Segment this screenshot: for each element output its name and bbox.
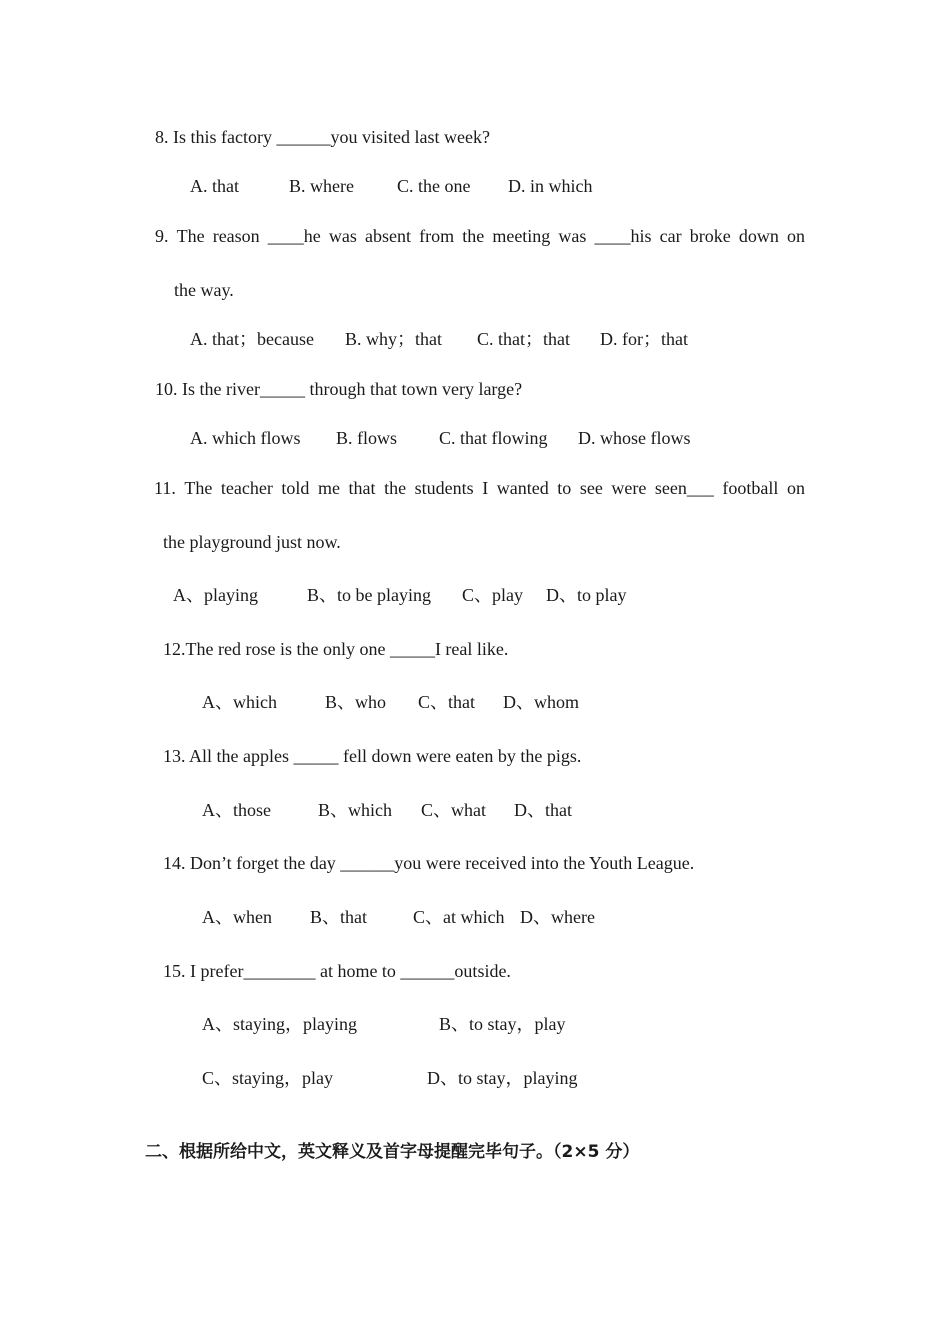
question-15-option-d: D、to stay，playing: [427, 1068, 578, 1088]
question-11-stem: 11. The teacher told me that the students I wanted to see were seen___ football on: [154, 478, 805, 498]
question-13-option-c: C、what: [421, 800, 486, 820]
question-9-option-d: D. for；that: [600, 329, 688, 349]
question-13-stem: 13. All the apples _____ fell down were eaten by the pigs.: [163, 746, 582, 766]
question-9-option-a: A. that；because: [190, 329, 314, 349]
question-10-option-c: C. that flowing: [439, 428, 548, 448]
question-14-option-a: A、when: [202, 907, 272, 927]
question-10-stem: 10. Is the river_____ through that town very large?: [155, 379, 523, 399]
question-11-option-a: A、playing: [173, 585, 258, 605]
question-14-stem: 14. Don’t forget the day ______you were received into the Youth League.: [163, 853, 695, 873]
question-15-option-b: B、to stay，play: [439, 1014, 566, 1034]
question-9-stem-continued: the way.: [174, 280, 234, 300]
question-13-option-d: D、that: [514, 800, 572, 820]
question-11-stem-continued: the playground just now.: [163, 532, 341, 552]
question-10-option-d: D. whose flows: [578, 428, 691, 448]
question-15-option-a: A、staying，playing: [202, 1014, 357, 1034]
question-12-option-d: D、whom: [503, 692, 579, 712]
question-12-option-c: C、that: [418, 692, 475, 712]
question-9-option-b: B. why；that: [345, 329, 442, 349]
question-11-option-d: D、to play: [546, 585, 627, 605]
question-10-option-b: B. flows: [336, 428, 398, 448]
question-11-option-b: B、to be playing: [307, 585, 431, 605]
question-9-stem: 9. The reason ____he was absent from the meeting was ____his car broke down on: [155, 226, 805, 246]
question-8-option-d: D. in which: [508, 176, 593, 196]
question-14-option-c: C、at which: [413, 907, 505, 927]
section-heading: 二、根据所给中文，英文释义及首字母提醒完毕句子。（2×5 分）: [145, 1142, 640, 1162]
question-12-option-a: A、which: [202, 692, 277, 712]
question-12-stem: 12.The red rose is the only one _____I real like.: [163, 639, 509, 659]
question-8-option-c: C. the one: [397, 176, 471, 196]
question-10-option-a: A. which flows: [190, 428, 301, 448]
question-8-option-b: B. where: [289, 176, 354, 196]
question-11-option-c: C、play: [462, 585, 523, 605]
question-13-option-b: B、which: [318, 800, 392, 820]
question-14-option-b: B、that: [310, 907, 367, 927]
question-15-stem: 15. I prefer________ at home to ______outside.: [163, 961, 511, 981]
question-12-option-b: B、who: [325, 692, 387, 712]
question-8-stem: 8. Is this factory ______you visited last week?: [155, 127, 490, 147]
question-9-option-c: C. that；that: [477, 329, 570, 349]
question-15-option-c: C、staying，play: [202, 1068, 333, 1088]
question-14-option-d: D、where: [520, 907, 595, 927]
question-13-option-a: A、those: [202, 800, 271, 820]
question-8-option-a: A. that: [190, 176, 239, 196]
